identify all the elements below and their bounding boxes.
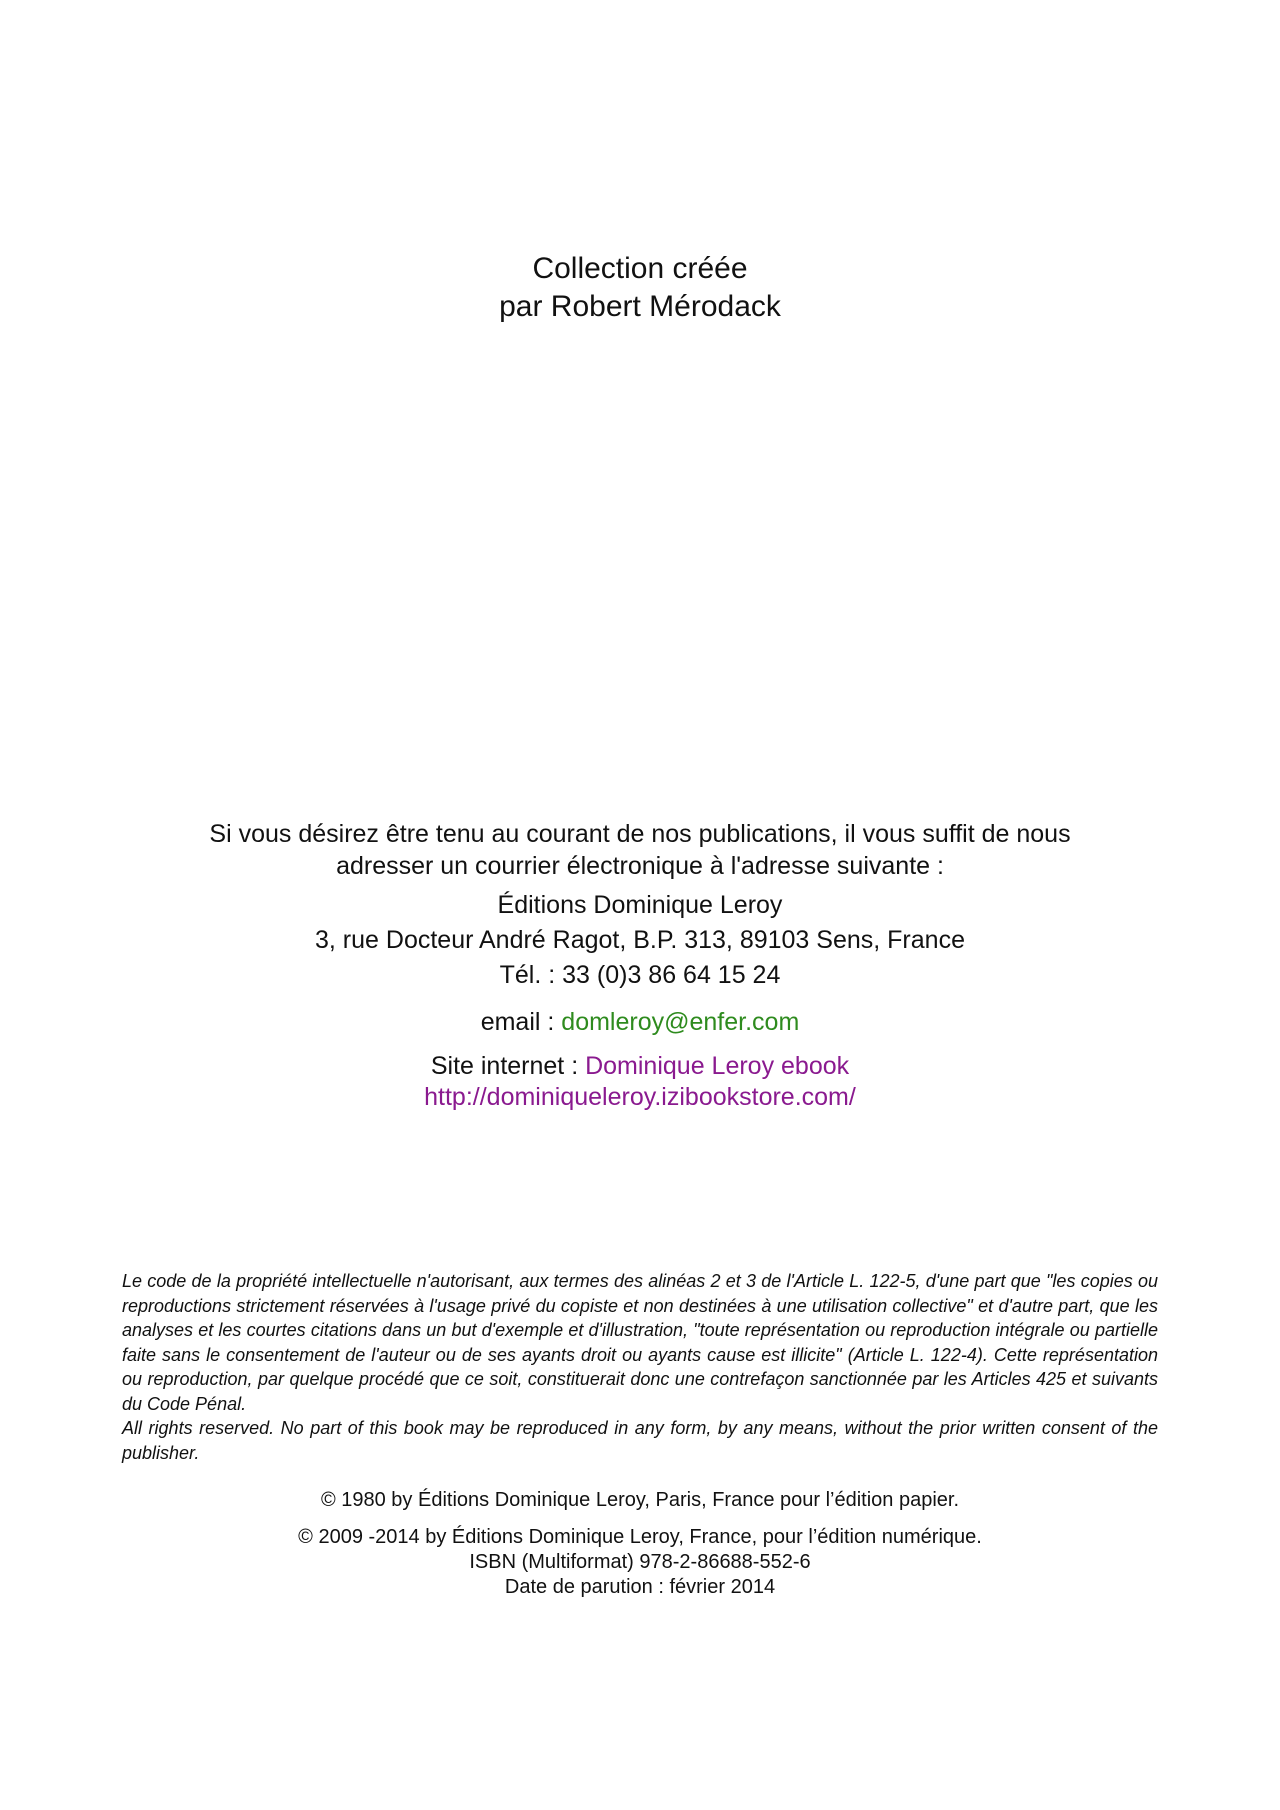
contact-intro-line-1: Si vous désirez être tenu au courant de nos publications, il vous suffit de nous: [209, 820, 1071, 848]
copyright-digital-edition: © 2009 -2014 by Éditions Dominique Leroy, France, pour l’édition numérique.: [298, 1526, 982, 1548]
legal-notice-french: Le code de la propriété intellectuelle n'autorisant, aux termes des alinéas 2 et 3 de l'Article L. 122-5, d'une part que "les copies ou reproductions strictement réservées à l'usage privé du copiste et non destinées à une utilisation collective" et d'autre part, que les analyses et les courtes citations dans un but d'exemple et d'illustration, "toute représentation ou reproduction intégrale ou partielle faite sans le consentement de l'auteur ou de ses ayants droit ou ayants cause est illicite" (Article L. 122-4). Cette représentation ou reproduction, par quelque procédé que ce soit, constituerait donc une contrefaçon sanctionnée par les Articles 425 et suivants du Code Pénal.: [122, 1271, 1158, 1414]
collection-credit: [0, 250, 1280, 326]
website-url-link[interactable]: http://dominiqueleroy.izibookstore.com/: [424, 1083, 856, 1111]
publisher-address: 3, rue Docteur André Ragot, B.P. 313, 89103 Sens, France: [315, 926, 965, 954]
collection-author: par Robert Mérodack: [499, 290, 781, 323]
website-name-link[interactable]: Dominique Leroy ebook: [585, 1052, 850, 1080]
website-label: Site internet :: [430, 1052, 586, 1080]
isbn: ISBN (Multiformat) 978-2-86688-552-6: [469, 1551, 811, 1573]
contact-intro-line-2: adresser un courrier électronique à l'adresse suivante :: [336, 852, 944, 880]
email-link[interactable]: domleroy@enfer.com: [561, 1008, 800, 1036]
legal-notice: [122, 1269, 1158, 1465]
email-line: [0, 1005, 1280, 1039]
collection-title: Collection créée: [532, 252, 748, 285]
website-block: [0, 1051, 1280, 1113]
publication-date: Date de parution : février 2014: [504, 1576, 776, 1598]
publisher-phone: Tél. : 33 (0)3 86 64 15 24: [499, 961, 781, 989]
copyright-block: [0, 1487, 1280, 1600]
contact-intro: [0, 818, 1280, 882]
contact-block: [0, 818, 1280, 1113]
legal-notice-english: All rights reserved. No part of this book may be reproduced in any form, by any means, without the prior written consent of the publisher.: [122, 1418, 1158, 1463]
email-label: email :: [480, 1008, 562, 1036]
website-line: [0, 1051, 1280, 1082]
publisher-name: Éditions Dominique Leroy: [497, 891, 783, 919]
copyright-paper-edition: © 1980 by Éditions Dominique Leroy, Paris, France pour l’édition papier.: [320, 1489, 960, 1511]
